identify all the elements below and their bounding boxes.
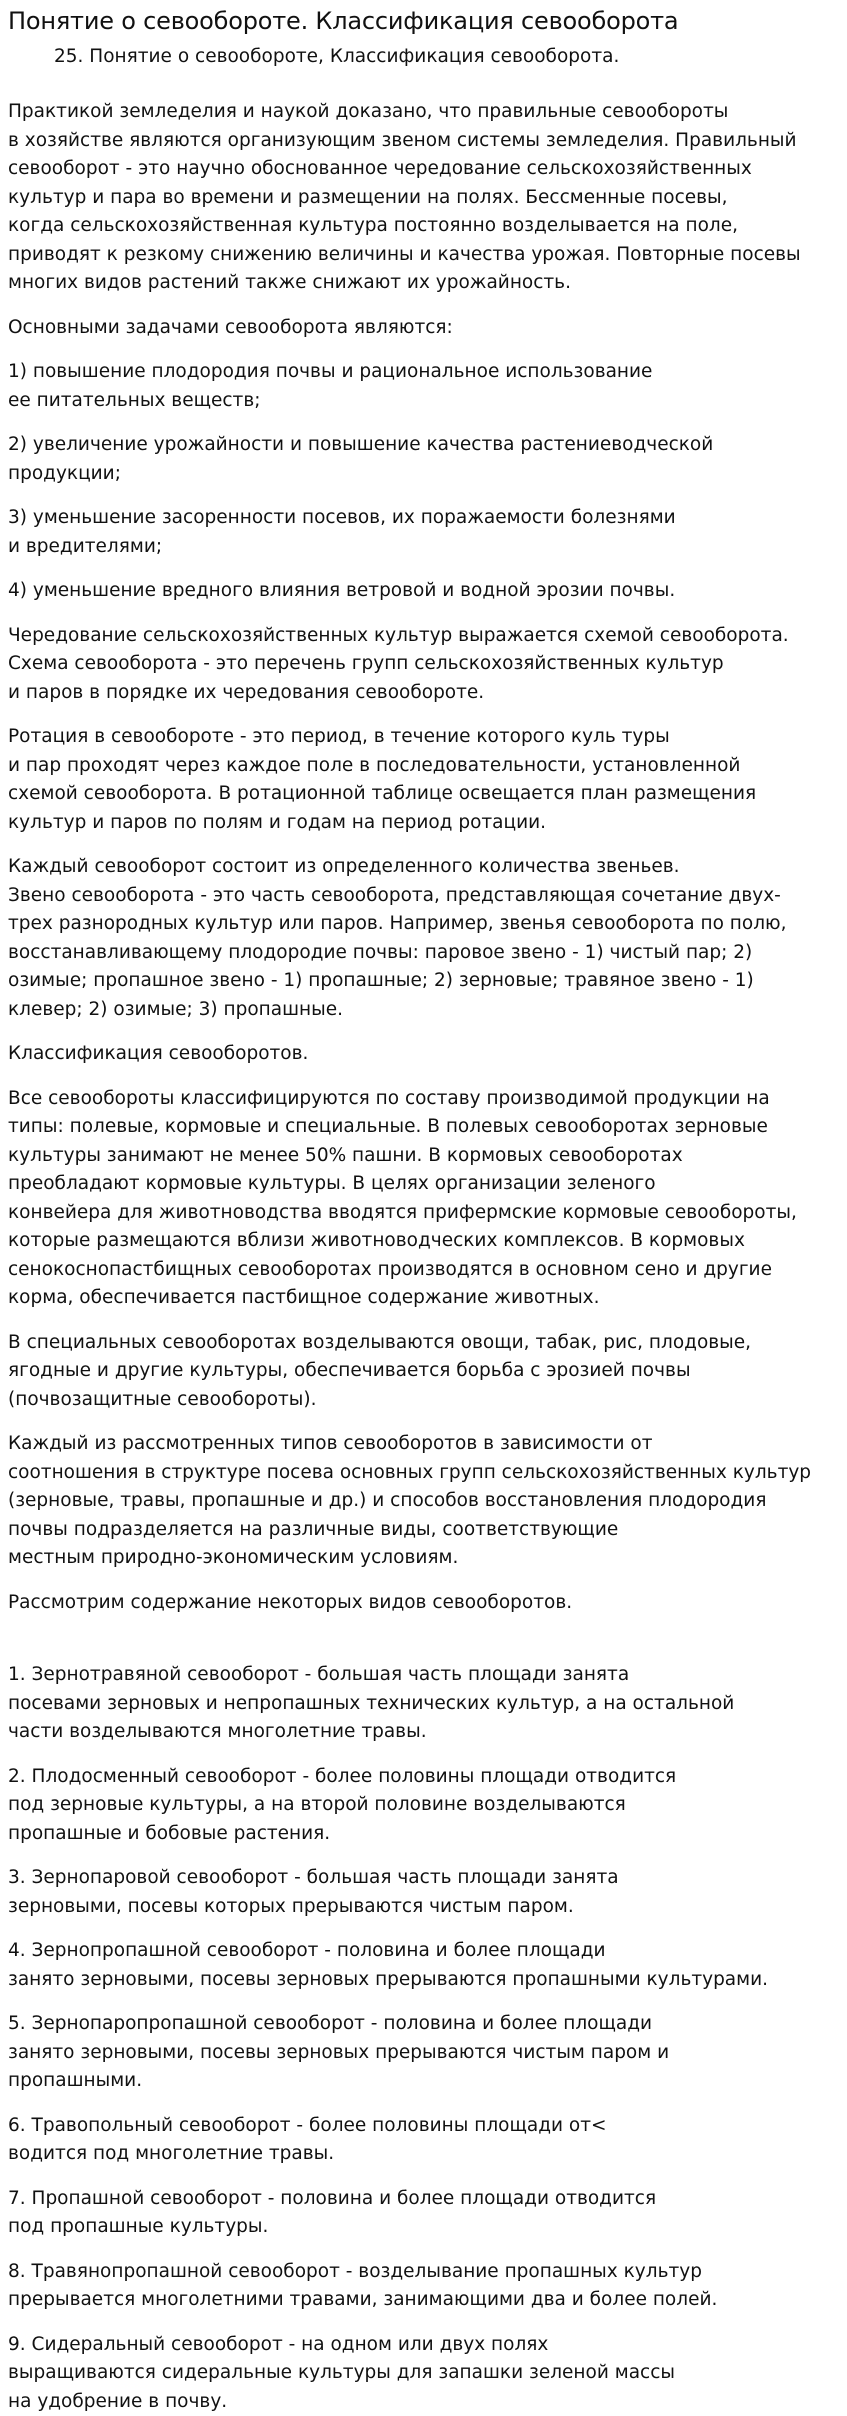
paragraph-links: Каждый севооборот состоит из определенного количества звеньев. Звено севооборота - это часть севооборота, представляющая сочетание двух- трех разнородных культур или паров. Например, звенья севооборота по полю, восстанавливающему плодородие почвы: паровое звено - 1) чистый пар; 2) озимые; пропашное звено - 1) пропашные; 2) зерновые; травяное звено - 1) клевер; 2) озимые; 3) пропашные. xyxy=(8,853,839,1024)
spacer xyxy=(8,1633,839,1661)
paragraph-task-1: 1) повышение плодородия почвы и рациональное использование ее питательных веществ; xyxy=(8,358,839,415)
list-item: 7. Пропашной севооборот - половина и более площади отводится под пропашные культуры. xyxy=(8,2185,839,2242)
page-subtitle: 25. Понятие о севообороте, Классификация севооборота. xyxy=(54,44,839,70)
list-item: 9. Сидеральный севооборот - на одном или двух полях выращиваются сидеральные культуры для запашки зеленой массы на удобрение в почву. xyxy=(8,2331,839,2416)
list-item: 6. Травопольный севооборот - более половины площади от< водится под многолетние травы. xyxy=(8,2112,839,2169)
paragraph-intro: Практикой земледелия и наукой доказано, что правильные севообороты в хозяйстве являются организующим звеном системы земледелия. Правильный севооборот - это научно обоснованное чередование сельскохозяйственных культур и пара во времени и размещении на полях. Бессменные посевы, когда сельскохозяйственная культура постоянно возделывается на поле, приводят к резкому снижению величины и качества урожая. Повторные посевы многих видов растений также снижают их урожайность. xyxy=(8,98,839,298)
body-paragraphs xyxy=(8,98,839,1617)
paragraph-rotation: Ротация в севообороте - это период, в течение которого куль туры и пар проходят через каждое поле в последовательности, установленной схемой севооборота. В ротационной таблице освещается план размещения культур и паров по полям и годам на период ротации. xyxy=(8,723,839,837)
list-item: 1. Зернотравяной севооборот - большая часть площади занята посевами зерновых и непропашных технических культур, а на остальной части возделываются многолетние травы. xyxy=(8,1661,839,1747)
paragraph-task-4: 4) уменьшение вредного влияния ветровой и водной эрозии почвы. xyxy=(8,577,839,606)
rotation-types-list xyxy=(8,1661,839,2416)
paragraph-special: В специальных севооборотах возделываются овощи, табак, рис, плодовые, ягодные и другие культуры, обеспечивается борьба с эрозией почвы (почвозащитные севообороты). xyxy=(8,1329,839,1415)
paragraph-tasks-heading: Основными задачами севооборота являются: xyxy=(8,314,839,343)
page-title: Понятие о севообороте. Классификация севооборота xyxy=(8,6,839,36)
list-item: 3. Зернопаровой севооборот - большая часть площади занята зерновыми, посевы которых прерываются чистым паром. xyxy=(8,1864,839,1921)
paragraph-task-2: 2) увеличение урожайности и повышение качества растениеводческой продукции; xyxy=(8,431,839,488)
list-item: 4. Зернопропашной севооборот - половина и более площади занято зерновыми, посевы зерновых прерываются пропашными культурами. xyxy=(8,1937,839,1994)
list-item: 2. Плодосменный севооборот - более половины площади отводится под зерновые культуры, а на второй половине возделываются пропашные и бобовые растения. xyxy=(8,1763,839,1849)
paragraph-scheme: Чередование сельскохозяйственных культур выражается схемой севооборота. Схема севооборота - это перечень групп сельскохозяйственных культур и паров в порядке их чередования севообороте. xyxy=(8,622,839,708)
paragraph-kinds: Каждый из рассмотренных типов севооборотов в зависимости от соотношения в структуре посева основных групп сельскохозяйственных культур (зерновые, травы, пропашные и др.) и способов восстановления плодородия почвы подразделяется на различные виды, соответствующие местным природно-экономическим условиям. xyxy=(8,1430,839,1573)
list-item: 8. Травянопропашной севооборот - возделывание пропашных культур прерывается многолетними травами, занимающими два и более полей. xyxy=(8,2258,839,2315)
list-item: 5. Зернопаропропашной севооборот - половина и более площади занято зерновыми, посевы зерновых прерываются чистым паром и пропашными. xyxy=(8,2010,839,2096)
paragraph-task-3: 3) уменьшение засоренности посевов, их поражаемости болезнями и вредителями; xyxy=(8,504,839,561)
paragraph-types: Все севообороты классифицируются по составу производимой продукции на типы: полевые, кормовые и специальные. В полевых севооборотах зерновые культуры занимают не менее 50% пашни. В кормовых севооборотах преобладают кормовые культуры. В целях организации зеленого конвейера для животноводства вводятся прифермские кормовые севообороты, которые размещаются вблизи животноводческих комплексов. В кормовых сенокоснопастбищных севооборотах производятся в основном сено и другие корма, обеспечивается пастбищное содержание животных. xyxy=(8,1085,839,1313)
paragraph-classification-heading: Классификация севооборотов. xyxy=(8,1040,839,1069)
paragraph-consider: Рассмотрим содержание некоторых видов севооборотов. xyxy=(8,1589,839,1618)
